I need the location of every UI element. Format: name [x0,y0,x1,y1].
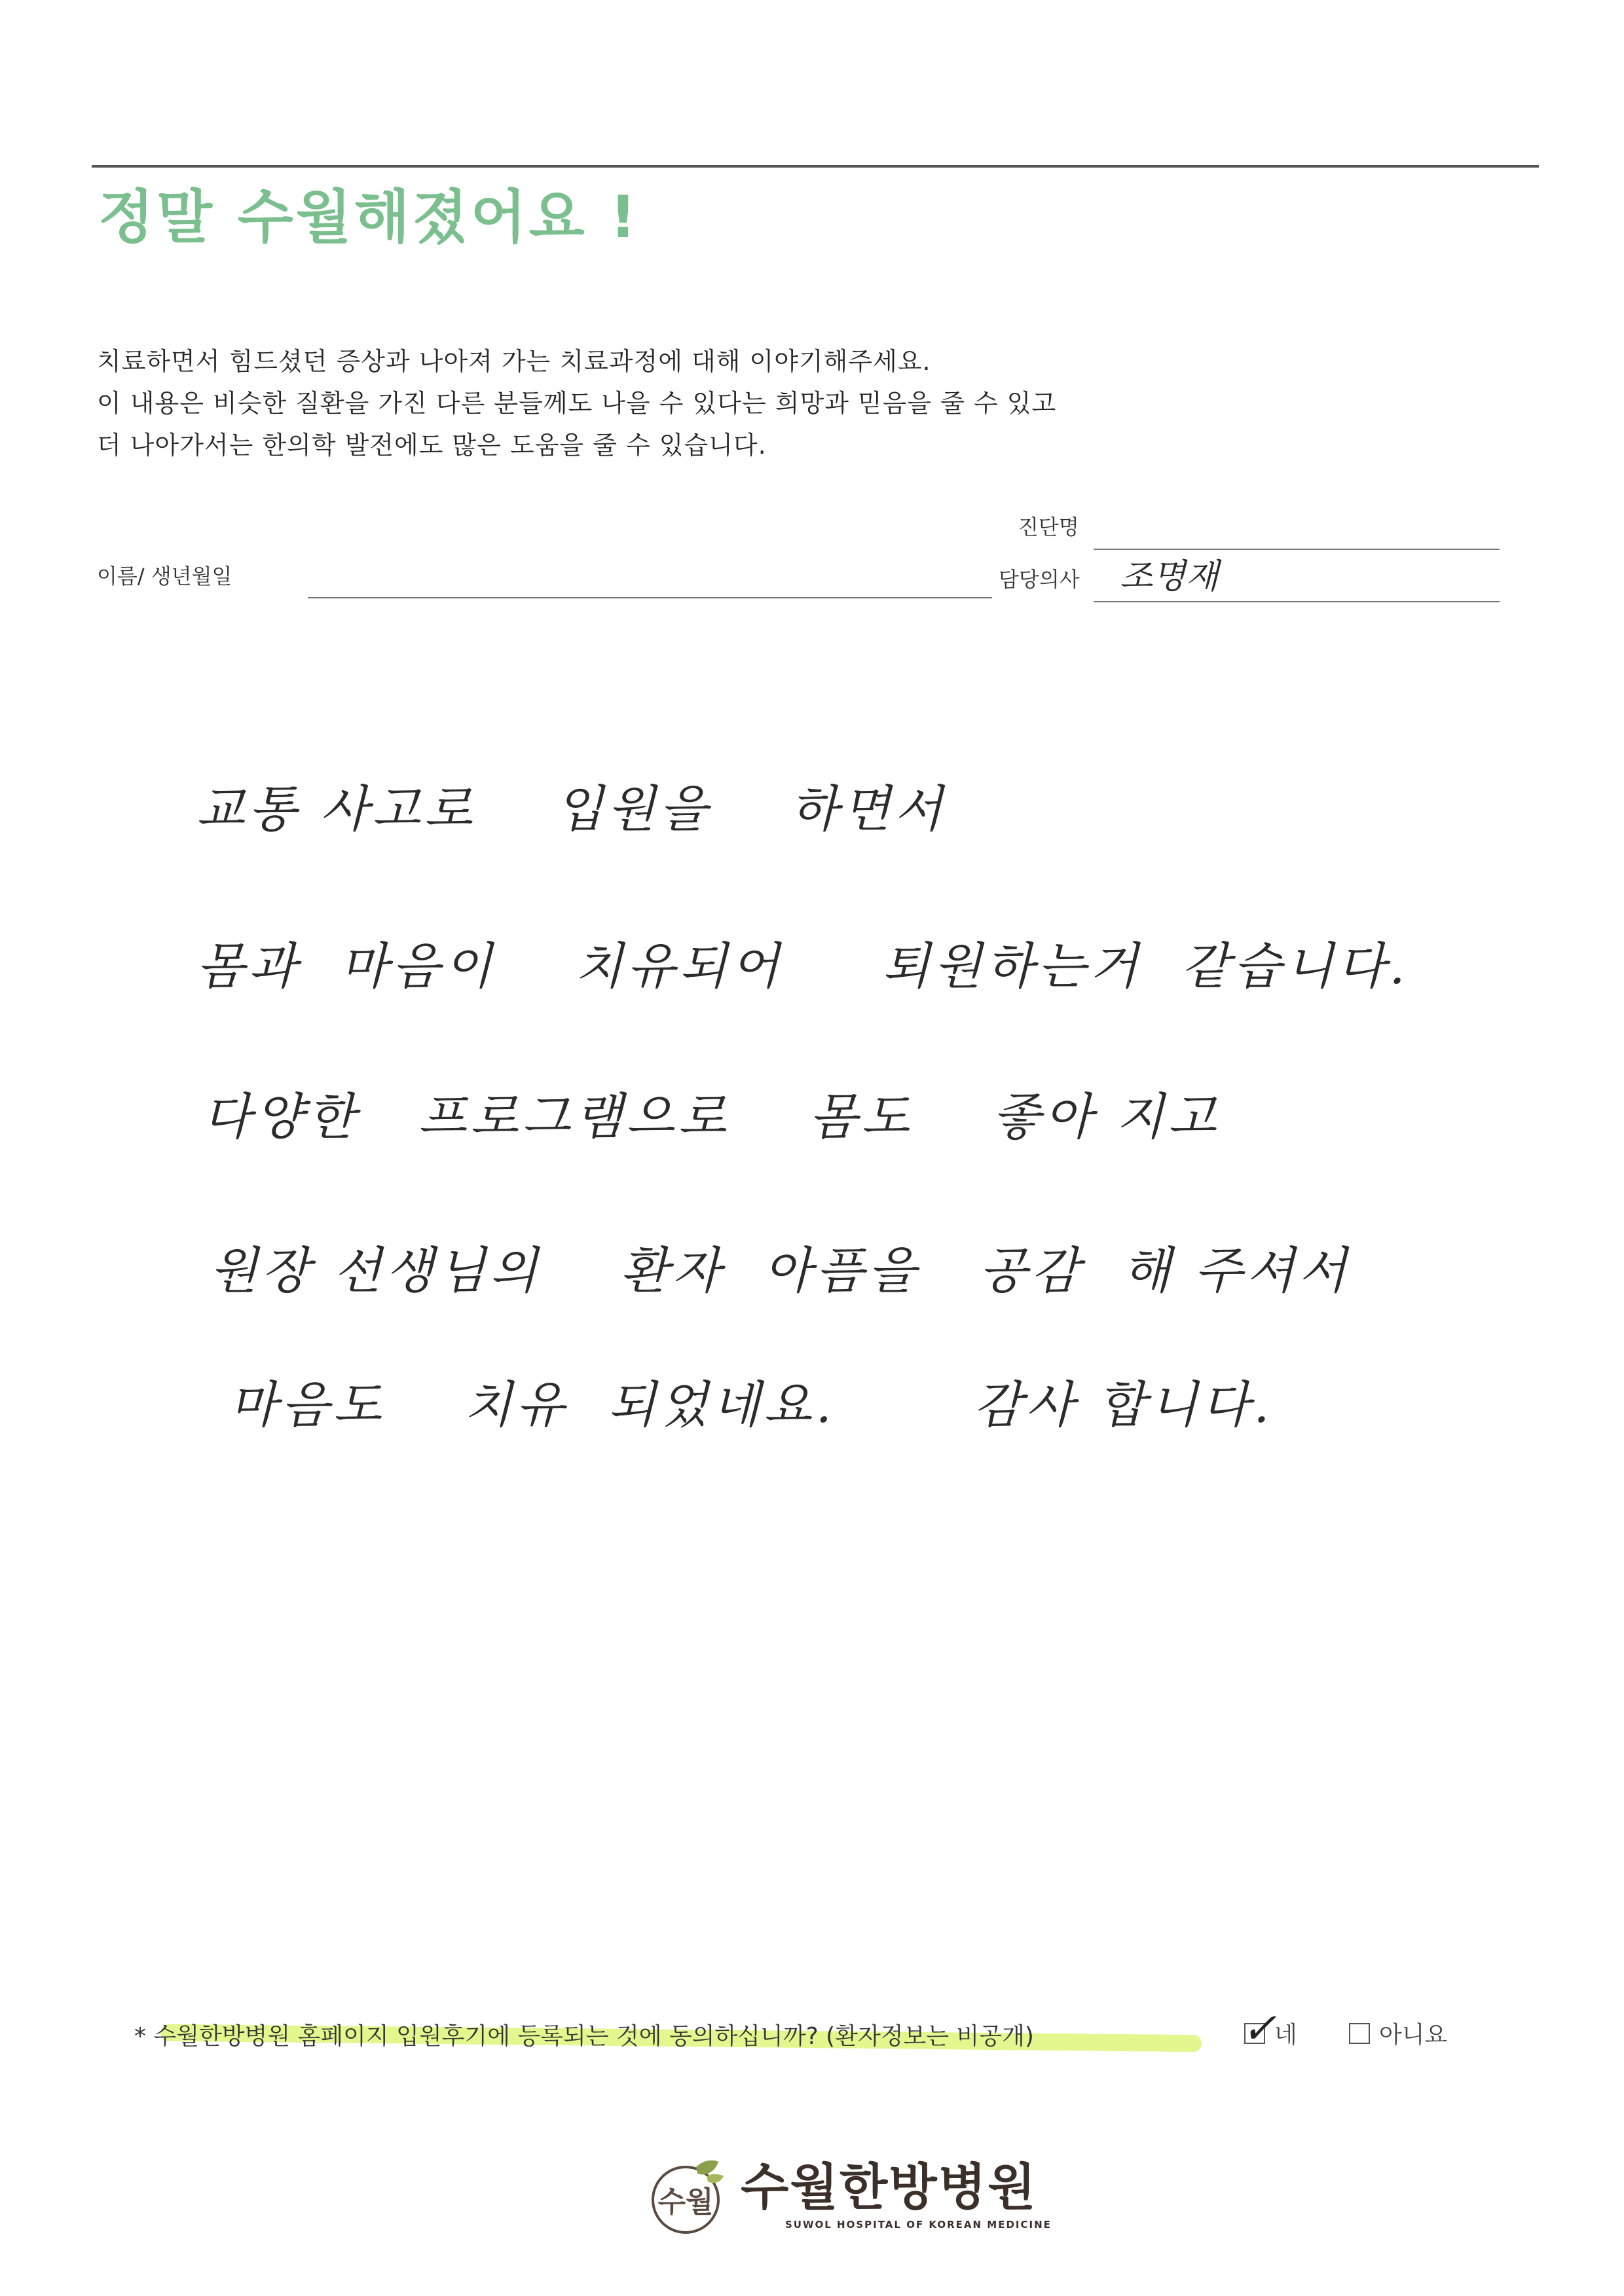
logo-name: 수월한방병원 [741,2158,1037,2216]
intro-line: 더 나아가서는 한의학 발전에도 많은 도움을 줄 수 있습니다. [97,431,767,460]
checkbox-yes[interactable] [1242,2004,1277,2053]
intro-paragraph [97,340,1056,466]
consent-no-option[interactable] [1349,2016,1447,2050]
consent-no-label: 아니요 [1379,2022,1448,2049]
review-line: 마음도 치유 되었네요. 감사 합니다. [229,1376,1274,1434]
intro-line: 치료하면서 힘드셨던 증상과 나아져 가는 치료과정에 대해 이야기해주세요. [97,347,931,376]
consent-question [134,2018,1034,2051]
leaf-circle-emblem-icon [645,2154,730,2239]
hospital-logo [645,2154,1052,2239]
doctor-signature: 조명재 [1120,557,1219,596]
doctor-field[interactable] [1094,601,1500,602]
logo-emblem-text: 수월 [657,2185,714,2219]
review-line: 교통 사고로 입원을 하면서 [196,780,946,838]
review-line: 몸과 마음이 치유되어 퇴원하는거 같습니다. [196,937,1409,995]
logo-subtitle: SUWOL HOSPITAL OF KOREAN MEDICINE [785,2219,1052,2231]
review-line: 다양한 프로그램으로 몸도 좋아 지고 [203,1087,1221,1146]
check-mark-icon: ✓ [1242,2004,1277,2053]
name-birthdate-label: 이름/ 생년월일 [97,564,232,589]
doctor-label: 담당의사 [999,567,1080,592]
top-divider [92,165,1539,168]
intro-line: 이 내용은 비슷한 질환을 가진 다른 분들께도 나을 수 있다는 희망과 믿음을 줄 수 있고 [97,389,1057,418]
name-birthdate-field[interactable] [308,597,992,598]
page-title: 정말 수월해졌어요 ! [98,183,639,251]
diagnosis-label: 진단명 [1018,515,1079,539]
consent-question-text: * 수월한방병원 홈페이지 입원후기에 등록되는 것에 동의하십니까? (환자정보는 비공개) [134,2023,1034,2050]
consent-yes-option[interactable] [1242,2004,1297,2053]
consent-yes-label: 네 [1274,2022,1297,2049]
checkbox-no[interactable] [1349,2023,1370,2044]
review-line: 원장 선생님의 환자 아픔을 공감 해 주셔서 [210,1241,1351,1300]
